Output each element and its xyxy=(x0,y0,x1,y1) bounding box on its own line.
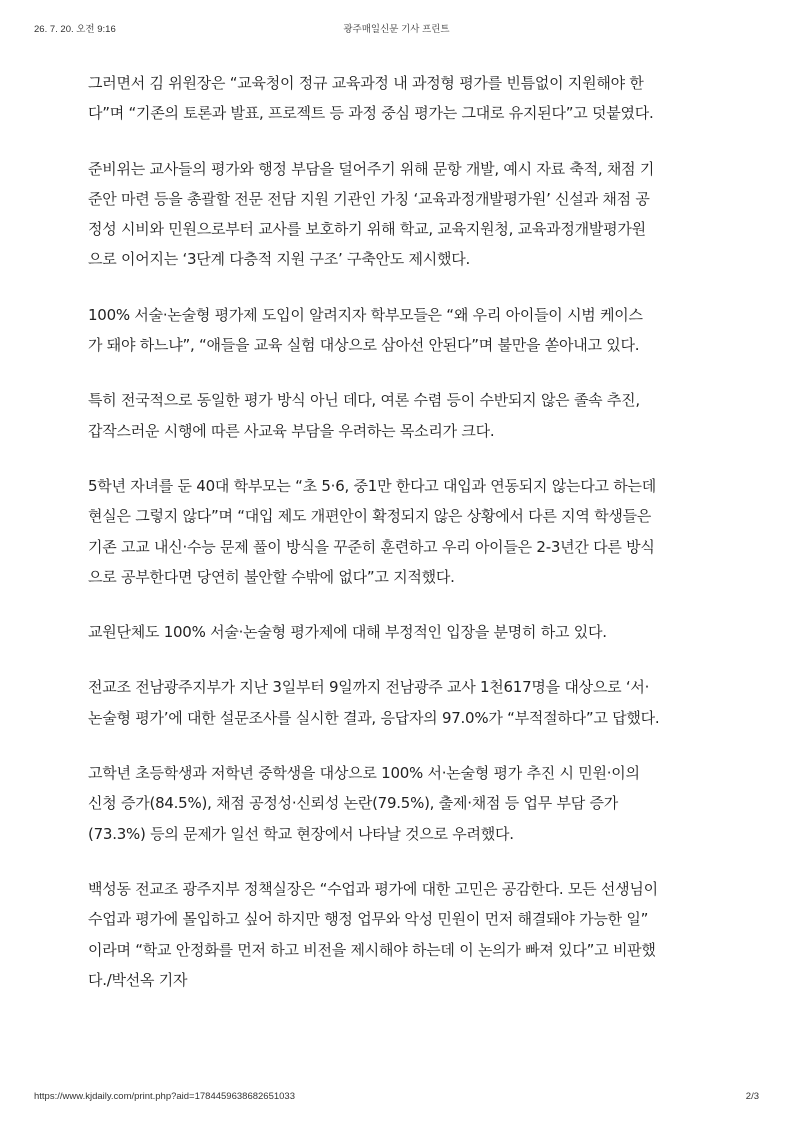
paragraph-line: 가 돼야 하느냐”, “애들을 교육 실험 대상으로 삼아선 안된다”며 불만을 쏟아내고 있다. xyxy=(88,336,640,355)
print-page-title: 광주매일신문 기사 프린트 xyxy=(343,24,450,35)
article-paragraph xyxy=(88,154,710,275)
paragraph-line: 다./박선옥 기자 xyxy=(88,970,188,989)
article-paragraph xyxy=(88,758,710,849)
paragraph-line: 백성동 전교조 광주지부 정책실장은 “수업과 평가에 대한 고민은 공감한다. 모든 선생님이 xyxy=(88,879,658,898)
paragraph-line: 다”며 “기존의 토론과 발표, 프로젝트 등 과정 중심 평가는 그대로 유지된다”고 덧붙였다. xyxy=(88,104,654,123)
paragraph-line: 100% 서술·논술형 평가제 도입이 알려지자 학부모들은 “왜 우리 아이들이 시범 케이스 xyxy=(88,305,643,324)
article-body xyxy=(88,68,710,1020)
paragraph-line: 전교조 전남광주지부가 지난 3일부터 9일까지 전남광주 교사 1천617명을 대상으로 ‘서· xyxy=(88,678,650,697)
paragraph-line: 논술형 평가’에 대한 설문조사를 실시한 결과, 응답자의 97.0%가 “부적절하다”고 답했다. xyxy=(88,708,660,727)
paragraph-line: 준안 마련 등을 총괄할 전문 전담 지원 기관인 가칭 ‘교육과정개발평가원’ 신설과 채점 공 xyxy=(88,189,650,208)
paragraph-line: 준비위는 교사들의 평가와 행정 부담을 덜어주기 위해 문항 개발, 예시 자료 축적, 채점 기 xyxy=(88,159,655,178)
article-paragraph xyxy=(88,68,710,129)
paragraph-line: 특히 전국적으로 동일한 평가 방식 아닌 데다, 여론 수렴 등이 수반되지 않은 졸속 추진, xyxy=(88,391,640,410)
paragraph-line: 5학년 자녀를 둔 40대 학부모는 “초 5·6, 중1만 한다고 대입과 연동되지 않는다고 하는데 xyxy=(88,476,656,495)
paragraph-line: 교원단체도 100% 서술·논술형 평가제에 대해 부정적인 입장을 분명히 하고 있다. xyxy=(88,623,607,642)
paragraph-line: 기존 고교 내신·수능 문제 풀이 방식을 꾸준히 훈련하고 우리 아이들은 2-3년간 다른 방식 xyxy=(88,537,655,556)
paragraph-line: 수업과 평가에 몰입하고 싶어 하지만 행정 업무와 악성 민원이 먼저 해결돼야 가능한 일” xyxy=(88,910,649,929)
paragraph-line: 갑작스러운 시행에 따른 사교육 부담을 우려하는 목소리가 크다. xyxy=(88,421,495,440)
paragraph-line: 신청 증가(84.5%), 채점 공정성·신뢰성 논란(79.5%), 출제·채점 등 업무 부담 증가 xyxy=(88,794,618,813)
page-number: 2/3 xyxy=(745,1091,759,1102)
paragraph-line: 으로 공부한다면 당연히 불안할 수밖에 없다”고 지적했다. xyxy=(88,567,455,586)
article-url: https://www.kjdaily.com/print.php?aid=1784459638682651033 xyxy=(34,1091,295,1102)
article-paragraph xyxy=(88,471,710,592)
paragraph-line: 현실은 그렇지 않다”며 “대입 제도 개편안이 확정되지 않은 상황에서 다른 지역 학생들은 xyxy=(88,507,652,526)
article-paragraph xyxy=(88,672,710,733)
paragraph-line: 그러면서 김 위원장은 “교육청이 정규 교육과정 내 과정형 평가를 빈틈없이 지원해야 한 xyxy=(88,74,644,92)
article-paragraph xyxy=(88,385,710,446)
print-footer xyxy=(34,1091,759,1105)
article-paragraph xyxy=(88,874,710,995)
paragraph-line: 으로 이어지는 ‘3단계 다층적 지원 구조’ 구축안도 제시했다. xyxy=(88,250,470,269)
paragraph-line: 정성 시비와 민원으로부터 교사를 보호하기 위해 학교, 교육지원청, 교육과정개발평가원 xyxy=(88,220,646,239)
paragraph-line: 이라며 “학교 안정화를 먼저 하고 비전을 제시해야 하는데 이 논의가 빠져 있다”고 비판했 xyxy=(88,940,656,959)
paragraph-line: 고학년 초등학생과 저학년 중학생을 대상으로 100% 서·논술형 평가 추진 시 민원·이의 xyxy=(88,764,640,783)
paragraph-line: (73.3%) 등의 문제가 일선 학교 현장에서 나타날 것으로 우려했다. xyxy=(88,824,514,843)
article-paragraph xyxy=(88,617,710,647)
print-date-time: 26. 7. 20. 오전 9:16 xyxy=(34,24,116,35)
print-header xyxy=(34,21,759,35)
article-paragraph xyxy=(88,300,710,361)
